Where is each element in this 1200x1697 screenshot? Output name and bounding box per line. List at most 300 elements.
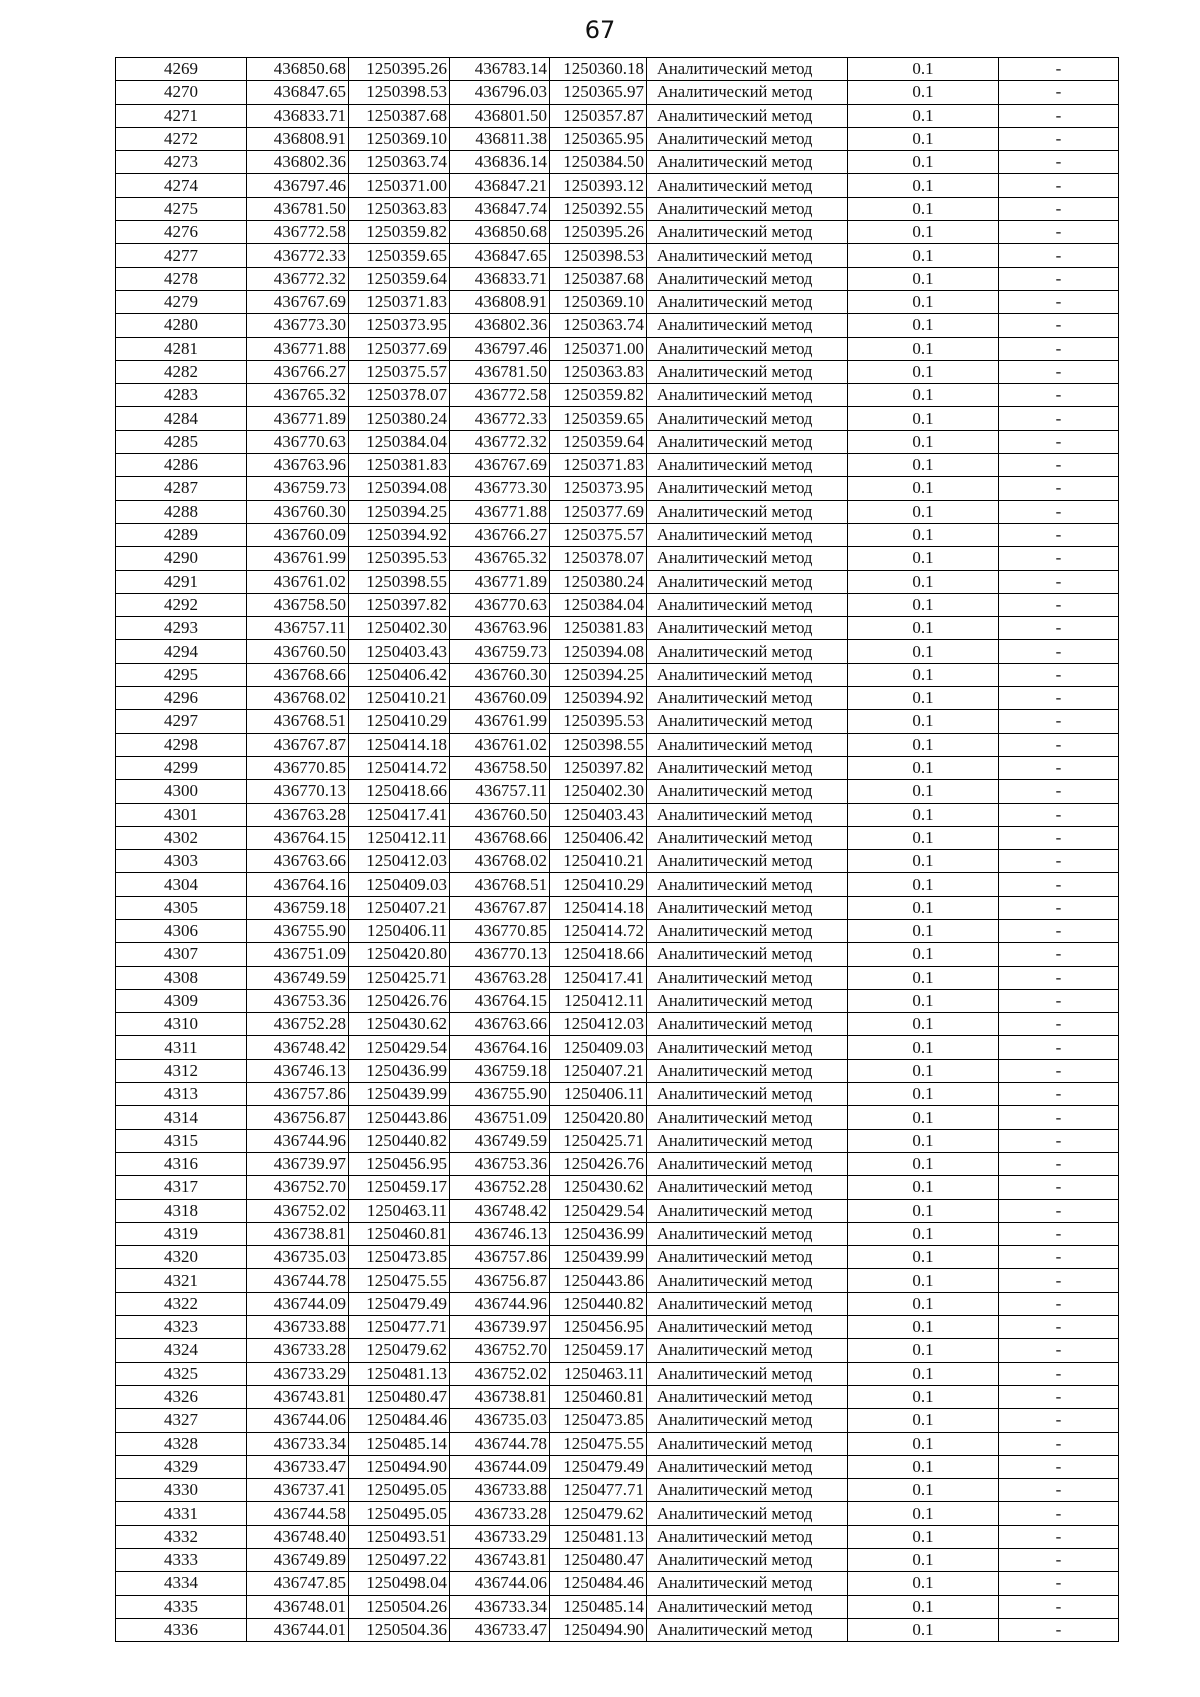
cell-method: Аналитический метод [647,384,848,407]
cell-x1: 436768.02 [247,687,349,710]
cell-accuracy: 0.1 [848,290,999,313]
table-row [116,1502,1119,1525]
cell-x1: 436757.86 [247,1083,349,1106]
cell-point-number: 4325 [116,1362,247,1385]
cell-x2: 436735.03 [450,1409,550,1432]
cell-accuracy: 0.1 [848,221,999,244]
cell-accuracy: 0.1 [848,687,999,710]
cell-method: Аналитический метод [647,966,848,989]
cell-note: - [999,1409,1119,1432]
cell-note: - [999,1432,1119,1455]
cell-y2: 1250384.04 [550,593,647,616]
cell-y1: 1250439.99 [349,1083,450,1106]
cell-y1: 1250495.05 [349,1502,450,1525]
table-row [116,500,1119,523]
cell-y2: 1250378.07 [550,547,647,570]
cell-point-number: 4315 [116,1129,247,1152]
cell-x1: 436763.66 [247,850,349,873]
cell-x2: 436760.30 [450,663,550,686]
cell-note: - [999,1152,1119,1175]
cell-x1: 436756.87 [247,1106,349,1129]
table-row [116,1083,1119,1106]
cell-point-number: 4322 [116,1292,247,1315]
cell-y1: 1250426.76 [349,989,450,1012]
cell-y2: 1250359.65 [550,407,647,430]
cell-x2: 436772.32 [450,430,550,453]
cell-method: Аналитический метод [647,733,848,756]
cell-x2: 436783.14 [450,58,550,81]
cell-x2: 436757.11 [450,780,550,803]
table-row [116,780,1119,803]
cell-y1: 1250443.86 [349,1106,450,1129]
table-row [116,1176,1119,1199]
cell-point-number: 4328 [116,1432,247,1455]
table-row [116,1432,1119,1455]
table-row [116,640,1119,663]
cell-point-number: 4283 [116,384,247,407]
cell-note: - [999,1316,1119,1339]
cell-y2: 1250392.55 [550,197,647,220]
cell-x1: 436802.36 [247,151,349,174]
cell-y2: 1250477.71 [550,1479,647,1502]
cell-point-number: 4304 [116,873,247,896]
cell-note: - [999,1083,1119,1106]
cell-x2: 436847.21 [450,174,550,197]
table-row [116,1595,1119,1618]
table-row [116,593,1119,616]
cell-note: - [999,663,1119,686]
cell-y2: 1250395.26 [550,221,647,244]
cell-y2: 1250365.95 [550,127,647,150]
cell-note: - [999,151,1119,174]
cell-note: - [999,267,1119,290]
cell-y2: 1250459.17 [550,1339,647,1362]
cell-note: - [999,1176,1119,1199]
cell-y2: 1250479.49 [550,1455,647,1478]
cell-method: Аналитический метод [647,221,848,244]
cell-x2: 436739.97 [450,1316,550,1339]
cell-note: - [999,1199,1119,1222]
cell-y2: 1250365.97 [550,81,647,104]
cell-y1: 1250414.72 [349,756,450,779]
cell-note: - [999,687,1119,710]
cell-x2: 436771.89 [450,570,550,593]
cell-accuracy: 0.1 [848,1176,999,1199]
cell-x1: 436757.11 [247,617,349,640]
cell-method: Аналитический метод [647,919,848,942]
cell-note: - [999,1479,1119,1502]
cell-point-number: 4281 [116,337,247,360]
table-row [116,1222,1119,1245]
cell-method: Аналитический метод [647,687,848,710]
cell-y1: 1250412.11 [349,826,450,849]
cell-method: Аналитический метод [647,1246,848,1269]
cell-accuracy: 0.1 [848,593,999,616]
cell-x1: 436764.16 [247,873,349,896]
cell-x1: 436771.89 [247,407,349,430]
cell-note: - [999,593,1119,616]
table-row [116,756,1119,779]
cell-x1: 436744.09 [247,1292,349,1315]
cell-note: - [999,104,1119,127]
cell-accuracy: 0.1 [848,1246,999,1269]
cell-note: - [999,197,1119,220]
cell-accuracy: 0.1 [848,81,999,104]
cell-method: Аналитический метод [647,1059,848,1082]
cell-note: - [999,314,1119,337]
cell-method: Аналитический метод [647,1502,848,1525]
cell-y2: 1250371.83 [550,454,647,477]
cell-y2: 1250484.46 [550,1572,647,1595]
cell-note: - [999,826,1119,849]
cell-x1: 436773.30 [247,314,349,337]
cell-point-number: 4291 [116,570,247,593]
cell-accuracy: 0.1 [848,1595,999,1618]
cell-point-number: 4318 [116,1199,247,1222]
cell-method: Аналитический метод [647,1176,848,1199]
cell-y1: 1250459.17 [349,1176,450,1199]
cell-point-number: 4330 [116,1479,247,1502]
cell-x2: 436764.15 [450,989,550,1012]
cell-x1: 436744.78 [247,1269,349,1292]
table-body [116,58,1119,1642]
cell-accuracy: 0.1 [848,640,999,663]
table-row [116,1199,1119,1222]
cell-accuracy: 0.1 [848,1222,999,1245]
table-row [116,1339,1119,1362]
cell-x1: 436751.09 [247,943,349,966]
cell-method: Аналитический метод [647,454,848,477]
cell-y1: 1250484.46 [349,1409,450,1432]
table-row [116,966,1119,989]
cell-point-number: 4311 [116,1036,247,1059]
cell-y2: 1250475.55 [550,1432,647,1455]
cell-y1: 1250380.24 [349,407,450,430]
cell-method: Аналитический метод [647,1432,848,1455]
cell-point-number: 4292 [116,593,247,616]
cell-y2: 1250394.25 [550,663,647,686]
cell-x2: 436836.14 [450,151,550,174]
table-row [116,1292,1119,1315]
cell-x2: 436733.29 [450,1525,550,1548]
cell-y1: 1250359.82 [349,221,450,244]
cell-point-number: 4284 [116,407,247,430]
cell-point-number: 4272 [116,127,247,150]
cell-note: - [999,221,1119,244]
cell-y2: 1250397.82 [550,756,647,779]
cell-point-number: 4308 [116,966,247,989]
cell-x2: 436763.66 [450,1013,550,1036]
cell-point-number: 4293 [116,617,247,640]
cell-x2: 436772.33 [450,407,550,430]
cell-method: Аналитический метод [647,1199,848,1222]
table-row [116,570,1119,593]
cell-x2: 436766.27 [450,523,550,546]
cell-y1: 1250395.53 [349,547,450,570]
cell-y2: 1250377.69 [550,500,647,523]
cell-point-number: 4297 [116,710,247,733]
cell-note: - [999,570,1119,593]
cell-accuracy: 0.1 [848,151,999,174]
cell-point-number: 4335 [116,1595,247,1618]
cell-x2: 436773.30 [450,477,550,500]
table-row [116,197,1119,220]
cell-y2: 1250414.18 [550,896,647,919]
cell-point-number: 4333 [116,1549,247,1572]
cell-x2: 436755.90 [450,1083,550,1106]
cell-x1: 436760.09 [247,523,349,546]
cell-y1: 1250359.65 [349,244,450,267]
cell-note: - [999,1339,1119,1362]
cell-accuracy: 0.1 [848,1409,999,1432]
cell-y1: 1250417.41 [349,803,450,826]
cell-point-number: 4295 [116,663,247,686]
cell-x1: 436772.58 [247,221,349,244]
cell-method: Аналитический метод [647,337,848,360]
cell-y2: 1250430.62 [550,1176,647,1199]
cell-x2: 436847.74 [450,197,550,220]
cell-x2: 436733.34 [450,1595,550,1618]
cell-note: - [999,1059,1119,1082]
cell-x1: 436735.03 [247,1246,349,1269]
cell-point-number: 4326 [116,1385,247,1408]
cell-method: Аналитический метод [647,1129,848,1152]
cell-x2: 436770.13 [450,943,550,966]
cell-accuracy: 0.1 [848,1525,999,1548]
cell-note: - [999,1269,1119,1292]
cell-point-number: 4336 [116,1618,247,1641]
table-row [116,1152,1119,1175]
cell-method: Аналитический метод [647,989,848,1012]
cell-accuracy: 0.1 [848,733,999,756]
cell-y2: 1250363.74 [550,314,647,337]
cell-x1: 436733.47 [247,1455,349,1478]
cell-method: Аналитический метод [647,850,848,873]
cell-y1: 1250398.55 [349,570,450,593]
cell-x2: 436758.50 [450,756,550,779]
cell-y1: 1250430.62 [349,1013,450,1036]
cell-x1: 436759.18 [247,896,349,919]
cell-note: - [999,1036,1119,1059]
cell-note: - [999,337,1119,360]
cell-x1: 436760.30 [247,500,349,523]
cell-y1: 1250477.71 [349,1316,450,1339]
table-row [116,244,1119,267]
cell-x1: 436755.90 [247,919,349,942]
cell-note: - [999,547,1119,570]
cell-y1: 1250377.69 [349,337,450,360]
cell-point-number: 4319 [116,1222,247,1245]
cell-y2: 1250407.21 [550,1059,647,1082]
cell-method: Аналитический метод [647,547,848,570]
cell-y2: 1250359.64 [550,430,647,453]
cell-accuracy: 0.1 [848,966,999,989]
cell-point-number: 4279 [116,290,247,313]
cell-x1: 436743.81 [247,1385,349,1408]
cell-x2: 436760.50 [450,803,550,826]
cell-point-number: 4323 [116,1316,247,1339]
cell-y2: 1250420.80 [550,1106,647,1129]
cell-note: - [999,81,1119,104]
cell-y1: 1250406.11 [349,919,450,942]
cell-method: Аналитический метод [647,267,848,290]
cell-point-number: 4285 [116,430,247,453]
cell-y2: 1250406.42 [550,826,647,849]
cell-x1: 436752.70 [247,1176,349,1199]
cell-y2: 1250403.43 [550,803,647,826]
cell-x2: 436749.59 [450,1129,550,1152]
cell-point-number: 4276 [116,221,247,244]
cell-note: - [999,1502,1119,1525]
cell-x2: 436751.09 [450,1106,550,1129]
cell-x1: 436767.87 [247,733,349,756]
cell-x2: 436733.88 [450,1479,550,1502]
cell-accuracy: 0.1 [848,360,999,383]
cell-y1: 1250412.03 [349,850,450,873]
cell-point-number: 4298 [116,733,247,756]
cell-accuracy: 0.1 [848,1129,999,1152]
cell-y1: 1250504.36 [349,1618,450,1641]
cell-point-number: 4310 [116,1013,247,1036]
cell-x2: 436811.38 [450,127,550,150]
cell-method: Аналитический метод [647,640,848,663]
cell-x1: 436764.15 [247,826,349,849]
cell-x1: 436733.29 [247,1362,349,1385]
table-row [116,58,1119,81]
table-row [116,687,1119,710]
cell-y1: 1250410.21 [349,687,450,710]
cell-method: Аналитический метод [647,81,848,104]
cell-x2: 436733.28 [450,1502,550,1525]
cell-accuracy: 0.1 [848,407,999,430]
cell-y2: 1250398.55 [550,733,647,756]
cell-x2: 436759.18 [450,1059,550,1082]
cell-note: - [999,430,1119,453]
cell-method: Аналитический метод [647,1409,848,1432]
cell-y1: 1250497.22 [349,1549,450,1572]
table-row [116,1246,1119,1269]
cell-note: - [999,384,1119,407]
cell-point-number: 4331 [116,1502,247,1525]
cell-x1: 436753.36 [247,989,349,1012]
cell-x1: 436748.40 [247,1525,349,1548]
cell-x2: 436759.73 [450,640,550,663]
cell-y2: 1250359.82 [550,384,647,407]
cell-note: - [999,1525,1119,1548]
cell-note: - [999,756,1119,779]
cell-point-number: 4314 [116,1106,247,1129]
cell-note: - [999,1222,1119,1245]
cell-accuracy: 0.1 [848,1385,999,1408]
cell-y2: 1250409.03 [550,1036,647,1059]
coordinates-table [115,57,1119,1642]
cell-y1: 1250479.49 [349,1292,450,1315]
cell-y2: 1250426.76 [550,1152,647,1175]
cell-point-number: 4306 [116,919,247,942]
cell-method: Аналитический метод [647,244,848,267]
cell-y2: 1250460.81 [550,1385,647,1408]
cell-point-number: 4282 [116,360,247,383]
cell-x1: 436737.41 [247,1479,349,1502]
cell-note: - [999,943,1119,966]
cell-point-number: 4288 [116,500,247,523]
cell-accuracy: 0.1 [848,1036,999,1059]
cell-y1: 1250485.14 [349,1432,450,1455]
table-row [116,873,1119,896]
cell-x1: 436744.58 [247,1502,349,1525]
cell-x2: 436765.32 [450,547,550,570]
cell-note: - [999,780,1119,803]
cell-method: Аналитический метод [647,477,848,500]
cell-x2: 436772.58 [450,384,550,407]
cell-note: - [999,733,1119,756]
table-row [116,127,1119,150]
table-row [116,733,1119,756]
cell-y2: 1250406.11 [550,1083,647,1106]
table-row [116,221,1119,244]
cell-note: - [999,1455,1119,1478]
cell-point-number: 4286 [116,454,247,477]
page-number: 67 [584,16,616,44]
cell-point-number: 4269 [116,58,247,81]
cell-x2: 436748.42 [450,1199,550,1222]
cell-note: - [999,1595,1119,1618]
table-row [116,1572,1119,1595]
cell-accuracy: 0.1 [848,1572,999,1595]
cell-x2: 436746.13 [450,1222,550,1245]
cell-x2: 436744.06 [450,1572,550,1595]
cell-x2: 436833.71 [450,267,550,290]
table-row [116,1455,1119,1478]
cell-note: - [999,477,1119,500]
cell-y1: 1250397.82 [349,593,450,616]
cell-note: - [999,290,1119,313]
table-row [116,1013,1119,1036]
cell-x1: 436744.01 [247,1618,349,1641]
cell-x1: 436770.63 [247,430,349,453]
cell-note: - [999,919,1119,942]
cell-x1: 436746.13 [247,1059,349,1082]
cell-note: - [999,850,1119,873]
cell-x1: 436797.46 [247,174,349,197]
cell-accuracy: 0.1 [848,1316,999,1339]
cell-y1: 1250398.53 [349,81,450,104]
cell-x1: 436752.28 [247,1013,349,1036]
cell-y2: 1250412.11 [550,989,647,1012]
cell-point-number: 4275 [116,197,247,220]
cell-x1: 436748.42 [247,1036,349,1059]
cell-point-number: 4309 [116,989,247,1012]
cell-y2: 1250429.54 [550,1199,647,1222]
cell-note: - [999,360,1119,383]
cell-method: Аналитический метод [647,593,848,616]
cell-x2: 436801.50 [450,104,550,127]
cell-accuracy: 0.1 [848,617,999,640]
cell-x2: 436744.78 [450,1432,550,1455]
cell-y1: 1250394.08 [349,477,450,500]
cell-accuracy: 0.1 [848,1152,999,1175]
cell-method: Аналитический метод [647,1316,848,1339]
cell-y1: 1250381.83 [349,454,450,477]
cell-note: - [999,1013,1119,1036]
cell-accuracy: 0.1 [848,803,999,826]
cell-method: Аналитический метод [647,663,848,686]
cell-y1: 1250420.80 [349,943,450,966]
cell-note: - [999,873,1119,896]
cell-y2: 1250357.87 [550,104,647,127]
table-row [116,290,1119,313]
cell-y2: 1250387.68 [550,267,647,290]
